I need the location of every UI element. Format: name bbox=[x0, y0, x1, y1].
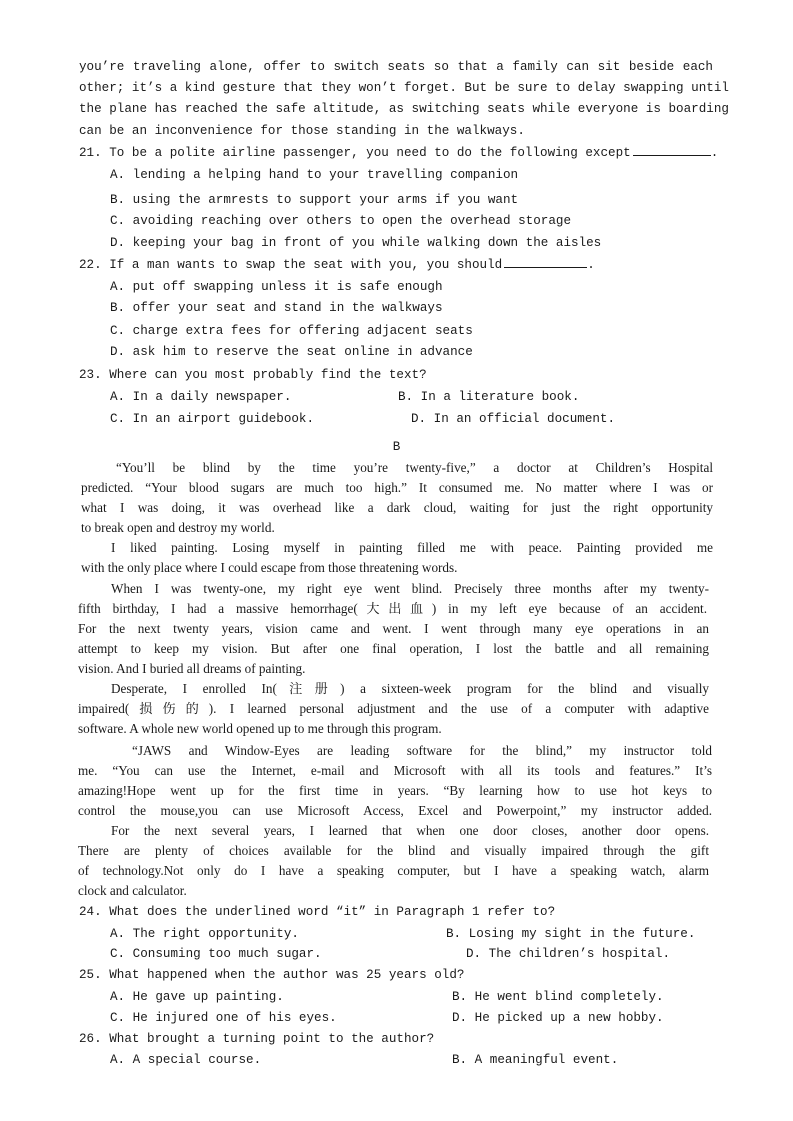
passage-b-line: software. A whole new world opened up to me through this program. bbox=[78, 721, 442, 736]
passage-b-line: of technology.Not only do I have a speaking computer, but I have a speaking watch, alarm bbox=[78, 863, 709, 878]
passage-b-line: “JAWS and Window-Eyes are leading software for the blind,” my instructor told bbox=[132, 743, 712, 758]
option-23-b: B. In a literature book. bbox=[398, 390, 580, 404]
section-b-heading: B bbox=[392, 440, 401, 454]
option-21-d: D. keeping your bag in front of you while walking down the aisles bbox=[110, 236, 602, 250]
option-21-c: C. avoiding reaching over others to open the overhead storage bbox=[110, 214, 572, 228]
option-24-d: D. The children’s hospital. bbox=[466, 947, 671, 961]
passage-b-line: “You’ll be blind by the time you’re twenty-five,” a doctor at Children’s Hospital bbox=[116, 460, 713, 475]
passage-a-line: can be an inconvenience for those standing in the walkways. bbox=[79, 124, 525, 138]
option-23-a: A. In a daily newspaper. bbox=[110, 390, 292, 404]
passage-b-line: Desperate, I enrolled In(注册) a sixteen-week program for the blind and visually bbox=[111, 681, 709, 696]
option-25-a: A. He gave up painting. bbox=[110, 990, 284, 1004]
option-25-b: B. He went blind completely. bbox=[452, 990, 664, 1004]
option-25-d: D. He picked up a new hobby. bbox=[452, 1011, 664, 1025]
option-26-b: B. A meaningful event. bbox=[452, 1053, 619, 1067]
stem-period: . bbox=[710, 146, 719, 160]
option-24-b: B. Losing my sight in the future. bbox=[446, 927, 696, 941]
passage-b-line: When I was twenty-one, my right eye went blind. Precisely three months after my twenty- bbox=[111, 581, 709, 596]
option-24-c: C. Consuming too much sugar. bbox=[110, 947, 322, 961]
passage-b-line: to break open and destroy my world. bbox=[81, 520, 275, 535]
question-25-stem: 25. What happened when the author was 25 years old? bbox=[79, 968, 465, 982]
question-21-text: 21. To be a polite airline passenger, you need to do the following except bbox=[79, 146, 631, 160]
answer-blank bbox=[504, 257, 587, 268]
question-24-stem: 24. What does the underlined word “it” in Paragraph 1 refer to? bbox=[79, 905, 556, 919]
option-25-c: C. He injured one of his eyes. bbox=[110, 1011, 337, 1025]
option-21-a: A. lending a helping hand to your travelling companion bbox=[110, 168, 519, 182]
passage-a-line: you’re traveling alone, offer to switch seats so that a family can sit beside each bbox=[79, 60, 713, 74]
passage-b-line: For the next several years, I learned that when one door closes, another door opens. bbox=[111, 823, 709, 838]
passage-b-line: amazing!Hope went up for the first time in years. “By learning how to use hot keys to bbox=[78, 783, 712, 798]
passage-b-line: attempt to keep my vision. But after one final operation, I lost the battle and all remaining bbox=[78, 641, 709, 656]
passage-b-line: control the mouse,you can use Microsoft Access, Excel and Powerpoint,” my instructor added. bbox=[78, 803, 712, 818]
passage-b-line: For the next twenty years, vision came and went. I went through many eye operations in an bbox=[78, 621, 709, 636]
passage-b-line: with the only place where I could escape from those threatening words. bbox=[81, 560, 458, 575]
question-26-stem: 26. What brought a turning point to the author? bbox=[79, 1032, 435, 1046]
stem-period: . bbox=[587, 258, 595, 272]
passage-a-line: the plane has reached the safe altitude, as switching seats while everyone is boarding bbox=[79, 102, 729, 116]
passage-b-line: fifth birthday, I had a massive hemorrhage(大出血) in my left eye because of an accident. bbox=[78, 601, 707, 616]
option-22-d: D. ask him to reserve the seat online in advance bbox=[110, 345, 473, 359]
passage-b-line: clock and calculator. bbox=[78, 883, 187, 898]
passage-b-line: what I was doing, it was overhead like a dark cloud, waiting for just the right opportunity bbox=[81, 500, 713, 515]
option-26-a: A. A special course. bbox=[110, 1053, 262, 1067]
option-22-c: C. charge extra fees for offering adjacent seats bbox=[110, 324, 473, 338]
passage-b-line: vision. And I buried all dreams of painting. bbox=[78, 661, 306, 676]
passage-b-line: me. “You can use the Internet, e-mail and Microsoft with all its tools and features.” It’s bbox=[78, 763, 712, 778]
question-22-text: 22. If a man wants to swap the seat with you, you should bbox=[79, 258, 503, 272]
question-22-stem bbox=[79, 257, 595, 273]
option-23-c: C. In an airport guidebook. bbox=[110, 412, 315, 426]
option-22-a: A. put off swapping unless it is safe enough bbox=[110, 280, 443, 294]
answer-blank bbox=[633, 145, 711, 156]
question-21-stem bbox=[79, 145, 718, 161]
passage-b-line: impaired(损伤的). I learned personal adjustment and the use of a computer with adaptive bbox=[78, 701, 709, 716]
passage-b-line: There are plenty of choices available for the blind and visually impaired through the gift bbox=[78, 843, 709, 858]
option-23-d: D. In an official document. bbox=[411, 412, 616, 426]
question-23-stem: 23. Where can you most probably find the text? bbox=[79, 368, 427, 382]
passage-b-line: I liked painting. Losing myself in painting filled me with peace. Painting provided me bbox=[111, 540, 713, 555]
option-21-b: B. using the armrests to support your arms if you want bbox=[110, 193, 519, 207]
option-24-a: A. The right opportunity. bbox=[110, 927, 299, 941]
option-22-b: B. offer your seat and stand in the walkways bbox=[110, 301, 443, 315]
passage-b-line: predicted. “Your blood sugars are much too high.” It consumed me. No matter where I was or bbox=[81, 480, 713, 495]
passage-a-line: other; it’s a kind gesture that they won’t forget. But be sure to delay swapping until bbox=[79, 81, 729, 95]
